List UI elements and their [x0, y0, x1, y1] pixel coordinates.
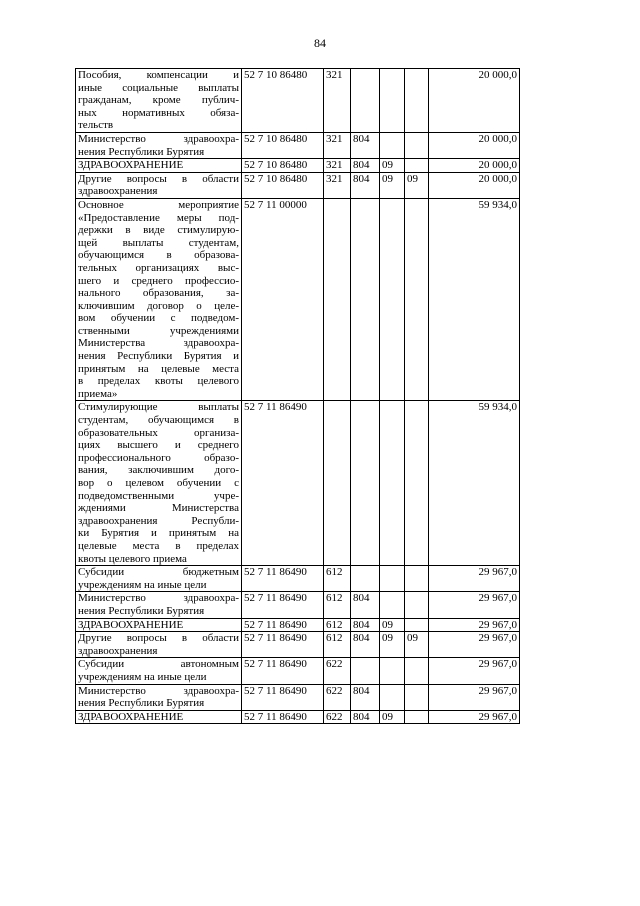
- expense-name-line: квоты целевого приема: [78, 552, 187, 565]
- subsection-code-cell: [405, 69, 429, 133]
- amount-cell: 20 000,0: [429, 132, 520, 158]
- expense-name-line: Министерства здравоохра-: [78, 337, 239, 350]
- table-row: [76, 198, 520, 401]
- expense-name-line: Министерство здравоохра-: [78, 684, 239, 697]
- expense-name-cell: [76, 69, 242, 133]
- expense-name-line: щей выплаты студентам,: [78, 236, 239, 249]
- expense-type-cell: 612: [324, 618, 351, 632]
- expense-name-line: шего и среднего профессио-: [78, 274, 239, 287]
- expense-name-cell: [76, 592, 242, 618]
- amount-cell: 20 000,0: [429, 172, 520, 198]
- expense-name-line: профессионального образо-: [78, 451, 239, 464]
- expense-name-line: Субсидии бюджетным: [78, 566, 239, 579]
- table-row: [76, 684, 520, 710]
- subsection-code-cell: [405, 159, 429, 173]
- expense-name-line: нения Республики Бурятия: [78, 697, 205, 710]
- target-code-cell: 52 7 10 86480: [242, 172, 324, 198]
- section-code-cell: [380, 401, 405, 566]
- section-code-cell: [380, 69, 405, 133]
- amount-cell: 29 967,0: [429, 710, 520, 724]
- expense-name-line: ЗДРАВООХРАНЕНИЕ: [78, 618, 184, 631]
- expense-type-cell: 321: [324, 69, 351, 133]
- table-row: [76, 592, 520, 618]
- subsection-code-cell: [405, 198, 429, 401]
- amount-cell: 20 000,0: [429, 159, 520, 173]
- amount-cell: 20 000,0: [429, 69, 520, 133]
- subsection-code-cell: [405, 684, 429, 710]
- expense-name-cell: [76, 159, 242, 173]
- ministry-code-cell: 804: [351, 172, 380, 198]
- expense-name-cell: [76, 172, 242, 198]
- section-code-cell: 09: [380, 632, 405, 658]
- ministry-code-cell: 804: [351, 632, 380, 658]
- subsection-code-cell: [405, 401, 429, 566]
- amount-cell: 59 934,0: [429, 198, 520, 401]
- table-row: [76, 632, 520, 658]
- section-code-cell: [380, 592, 405, 618]
- expense-name-cell: [76, 132, 242, 158]
- expense-name-line: образовательных организа-: [78, 426, 239, 439]
- subsection-code-cell: 09: [405, 632, 429, 658]
- expense-name-line: Субсидии автономным: [78, 658, 239, 671]
- ministry-code-cell: 804: [351, 710, 380, 724]
- expense-name-cell: [76, 658, 242, 684]
- expense-name-line: Министерство здравоохра-: [78, 132, 239, 145]
- table-row: [76, 710, 520, 724]
- section-code-cell: [380, 658, 405, 684]
- amount-cell: 59 934,0: [429, 401, 520, 566]
- expense-name-cell: [76, 710, 242, 724]
- expense-name-cell: [76, 632, 242, 658]
- section-code-cell: 09: [380, 172, 405, 198]
- expense-name-line: принятым на целевые места: [78, 362, 239, 375]
- subsection-code-cell: [405, 566, 429, 592]
- ministry-code-cell: [351, 198, 380, 401]
- amount-cell: 29 967,0: [429, 566, 520, 592]
- target-code-cell: 52 7 11 86490: [242, 632, 324, 658]
- expense-name-line: «Предоставление меры под-: [78, 211, 239, 224]
- expense-name-line: в пределах квоты целевого: [78, 375, 239, 388]
- expense-name-line: подведомственными учре-: [78, 489, 239, 502]
- target-code-cell: 52 7 11 86490: [242, 684, 324, 710]
- section-code-cell: [380, 684, 405, 710]
- amount-cell: 29 967,0: [429, 684, 520, 710]
- section-code-cell: [380, 198, 405, 401]
- expense-name-line: ных нормативных обяза-: [78, 106, 239, 119]
- expense-type-cell: 321: [324, 159, 351, 173]
- target-code-cell: 52 7 10 86480: [242, 159, 324, 173]
- expense-name-line: вания, заключившим дого-: [78, 464, 239, 477]
- expense-name-line: тельств: [78, 119, 114, 132]
- ministry-code-cell: [351, 69, 380, 133]
- section-code-cell: 09: [380, 159, 405, 173]
- expense-name-line: Министерство здравоохра-: [78, 592, 239, 605]
- expense-name-line: ки Бурятия и принятым на: [78, 527, 239, 540]
- expense-name-line: нения Республики Бурятия: [78, 604, 205, 617]
- expense-type-cell: 612: [324, 592, 351, 618]
- expense-name-line: ждениями Министерства: [78, 502, 239, 515]
- expense-name-line: гражданам, кроме публич-: [78, 94, 239, 107]
- section-code-cell: [380, 566, 405, 592]
- amount-cell: 29 967,0: [429, 632, 520, 658]
- expense-type-cell: 321: [324, 132, 351, 158]
- target-code-cell: 52 7 11 86490: [242, 618, 324, 632]
- expense-name-line: Другие вопросы в области: [78, 172, 239, 185]
- section-code-cell: [380, 132, 405, 158]
- page-number: 84: [314, 36, 326, 50]
- amount-cell: 29 967,0: [429, 592, 520, 618]
- expense-name-line: Основное мероприятие: [78, 198, 239, 211]
- expense-name-line: учреждениям на иные цели: [78, 670, 207, 683]
- ministry-code-cell: 804: [351, 159, 380, 173]
- target-code-cell: 52 7 11 00000: [242, 198, 324, 401]
- table-row: [76, 172, 520, 198]
- ministry-code-cell: [351, 566, 380, 592]
- expense-type-cell: 622: [324, 710, 351, 724]
- target-code-cell: 52 7 11 86490: [242, 592, 324, 618]
- expense-type-cell: [324, 198, 351, 401]
- table-row: [76, 69, 520, 133]
- table-row: [76, 618, 520, 632]
- expense-name-line: нения Республики Бурятия: [78, 145, 205, 158]
- expense-name-line: Стимулирующие выплаты: [78, 401, 239, 414]
- subsection-code-cell: [405, 618, 429, 632]
- ministry-code-cell: [351, 658, 380, 684]
- expense-name-line: ЗДРАВООХРАНЕНИЕ: [78, 159, 184, 172]
- expense-name-cell: [76, 618, 242, 632]
- expense-name-line: ственными учреждениями: [78, 324, 239, 337]
- expense-name-line: Другие вопросы в области: [78, 632, 239, 645]
- target-code-cell: 52 7 11 86490: [242, 658, 324, 684]
- expense-name-cell: [76, 401, 242, 566]
- table-row: [76, 132, 520, 158]
- expense-name-line: держки в виде стимулирую-: [78, 224, 239, 237]
- expense-name-line: ЗДРАВООХРАНЕНИЕ: [78, 710, 184, 723]
- expense-type-cell: 612: [324, 632, 351, 658]
- table-row: [76, 159, 520, 173]
- expense-name-line: учреждениям на иные цели: [78, 578, 207, 591]
- expense-name-line: нального образования, за-: [78, 287, 239, 300]
- expense-name-line: вом обучении с подведом-: [78, 312, 239, 325]
- subsection-code-cell: [405, 132, 429, 158]
- subsection-code-cell: [405, 592, 429, 618]
- expense-name-cell: [76, 198, 242, 401]
- expense-type-cell: 321: [324, 172, 351, 198]
- expense-type-cell: 622: [324, 658, 351, 684]
- amount-cell: 29 967,0: [429, 618, 520, 632]
- expense-name-line: здравоохранения: [78, 185, 158, 198]
- expense-name-line: целевые места в пределах: [78, 539, 239, 552]
- target-code-cell: 52 7 10 86480: [242, 69, 324, 133]
- target-code-cell: 52 7 11 86490: [242, 401, 324, 566]
- subsection-code-cell: [405, 710, 429, 724]
- expense-name-line: Пособия, компенсации и: [78, 69, 239, 81]
- table-row: [76, 401, 520, 566]
- target-code-cell: 52 7 11 86490: [242, 710, 324, 724]
- table-row: [76, 566, 520, 592]
- expense-name-line: иные социальные выплаты: [78, 81, 239, 94]
- expense-type-cell: 622: [324, 684, 351, 710]
- expense-type-cell: [324, 401, 351, 566]
- expense-name-line: циях высшего и среднего: [78, 439, 239, 452]
- ministry-code-cell: [351, 401, 380, 566]
- expense-name-line: тельных организациях выс-: [78, 261, 239, 274]
- section-code-cell: 09: [380, 618, 405, 632]
- target-code-cell: 52 7 10 86480: [242, 132, 324, 158]
- expense-name-line: студентам, обучающимся в: [78, 414, 239, 427]
- expense-name-cell: [76, 566, 242, 592]
- ministry-code-cell: 804: [351, 684, 380, 710]
- section-code-cell: 09: [380, 710, 405, 724]
- expense-name-line: здравоохранения: [78, 644, 158, 657]
- expense-name-cell: [76, 684, 242, 710]
- target-code-cell: 52 7 11 86490: [242, 566, 324, 592]
- expense-name-line: вор о целевом обучении с: [78, 477, 239, 489]
- ministry-code-cell: 804: [351, 618, 380, 632]
- amount-cell: 29 967,0: [429, 658, 520, 684]
- expense-name-line: нения Республики Бурятия и: [78, 350, 239, 363]
- subsection-code-cell: [405, 658, 429, 684]
- expense-type-cell: 612: [324, 566, 351, 592]
- subsection-code-cell: 09: [405, 172, 429, 198]
- ministry-code-cell: 804: [351, 592, 380, 618]
- budget-table: [75, 68, 520, 724]
- ministry-code-cell: 804: [351, 132, 380, 158]
- table-row: [76, 658, 520, 684]
- expense-name-line: здравоохранения Республи-: [78, 514, 239, 527]
- expense-name-line: ключившим договор о целе-: [78, 299, 239, 312]
- expense-name-line: обучающимся в образова-: [78, 249, 239, 262]
- expense-name-line: приема»: [78, 387, 118, 400]
